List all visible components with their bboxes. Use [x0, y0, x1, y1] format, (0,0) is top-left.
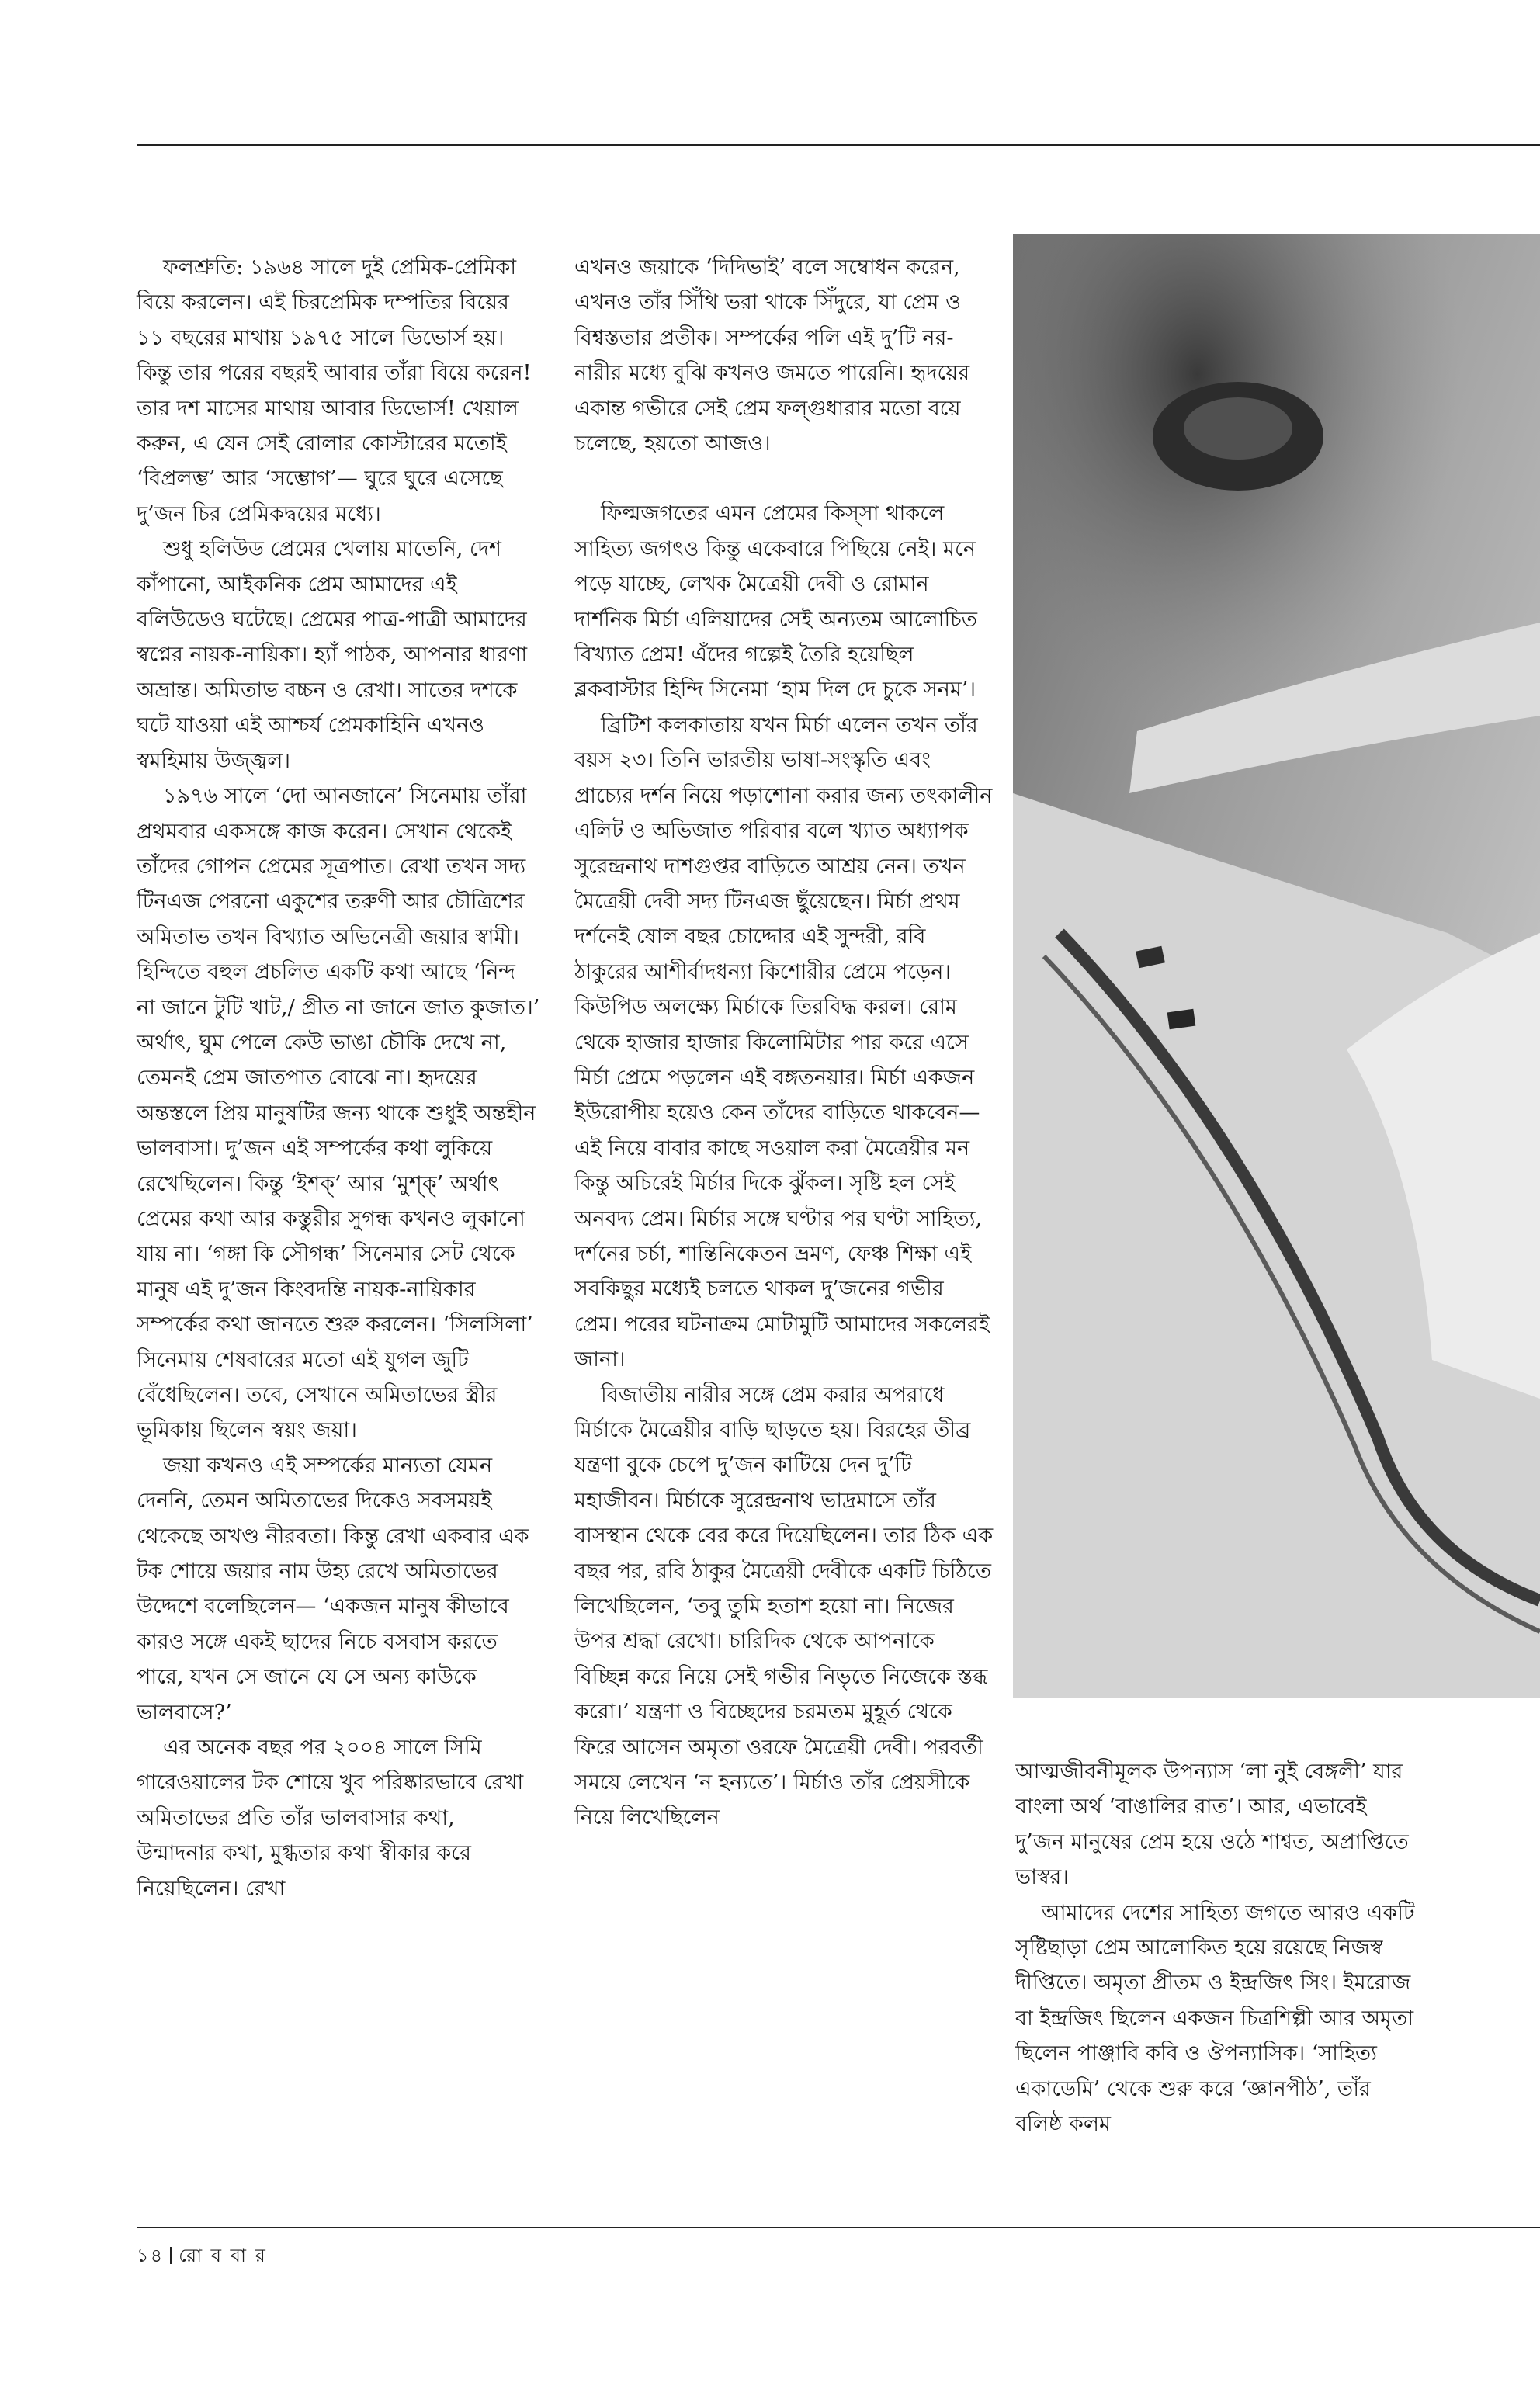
paragraph: আমাদের দেশের সাহিত্য জগতে আরও একটি সৃষ্টিছাড়া প্রেম আলোকিত হয়ে রয়েছে নিজস্ব দীপ্তিতে। অমৃতা প্রীতম ও ইন্দ্রজিৎ সিং। ইমরোজ বা ইন্দ্রজিৎ ছিলেন একজন চিত্রশিল্পী আর অমৃতা ছিলেন পাঞ্জাবি কবি ও ঔপন্যাসিক। ‘সাহিত্য একাডেমি’ থেকে শুরু করে ‘জ্ঞানপীঠ’, তাঁর বলিষ্ঠ কলম: [1015, 1900, 1415, 2137]
paragraph: ব্রিটিশ কলকাতায় যখন মির্চা এলেন তখন তাঁর বয়স ২৩। তিনি ভারতীয় ভাষা-সংস্কৃতি এবং প্রাচ্যের দর্শন নিয়ে পড়াশোনা করার জন্য তৎকালীন এলিট ও অভিজাত পরিবার বলে খ্যাত অধ্যাপক সুরেন্দ্রনাথ দাশগুপ্তর বাড়িতে আশ্রয় নেন। তখন মৈত্রেয়ী দেবী সদ্য টিনএজ ছুঁয়েছেন। মির্চা প্রথম দর্শনেই ষোল বছর চোদ্দোর এই সুন্দরী, রবি ঠাকুরের আশীর্বাদধন্যা কিশোরীর প্রেমে পড়েন। কিউপিড অলক্ষ্যে মির্চাকে তিরবিদ্ধ করল। রোম থেকে হাজার হাজার কিলোমিটার পার করে এসে মির্চা প্রেমে পড়লেন এই বঙ্গতনয়ার। মির্চা একজন ইউরোপীয় হয়েও কেন তাঁদের বাড়িতে থাকবেন— এই নিয়ে বাবার কাছে সওয়াল করা মৈত্রেয়ীর মন কিন্তু অচিরেই মির্চার দিকে ঝুঁকল। সৃষ্টি হল সেই অনবদ্য প্রেম। মির্চার সঙ্গে ঘণ্টার পর ঘণ্টা সাহিত্য, দর্শনের চর্চা, শান্তিনিকেতন ভ্রমণ, ফেঞ্চ শিক্ষা এই সবকিছুর মধ্যেই চলতে থাকল দু’জনের গভীর প্রেম। পরের ঘটনাক্রম মোটামুটি আমাদের সকলেরই জানা।: [574, 713, 993, 1372]
article-photo: [1013, 234, 1540, 1698]
paragraph: এর অনেক বছর পর ২০০৪ সালে সিমি গারেওয়ালের টক শোয়ে খুব পরিষ্কারভাবে রেখা অমিতাভের প্রতি তাঁর ভালবাসার কথা, উন্মাদনার কথা, মুগ্ধতার কথা স্বীকার করে নিয়েছিলেন। রেখা: [137, 1736, 524, 1901]
photo-illustration: [1013, 234, 1540, 1698]
paragraph: এখনও জয়াকে ‘দিদিভাই’ বলে সম্বোধন করেন, এখনও তাঁর সিঁথি ভরা থাকে সিঁদুরে, যা প্রেম ও বিশ্বস্ততার প্রতীক। সম্পর্কের পলি এই দু’টি নর-নারীর মধ্যে বুঝি কখনও জমতে পারেনি। হৃদয়ের একান্ত গভীরে সেই প্রেম ফল্গুধারার মতো বয়ে চলেছে, হয়তো আজও।: [574, 255, 970, 456]
article-column-3: [1015, 1754, 1419, 2142]
article-column-2: [574, 250, 994, 1836]
magazine-name: রো ব বা র: [179, 2245, 267, 2266]
page-number: ১৪: [137, 2245, 165, 2266]
footer-divider: [170, 2247, 172, 2264]
bottom-rule: [137, 2227, 1540, 2228]
page-footer: [137, 2242, 267, 2273]
paragraph: শুধু হলিউড প্রেমের খেলায় মাতেনি, দেশ কাঁপানো, আইকনিক প্রেম আমাদের এই বলিউডেও ঘটেছে। প্রেমের পাত্র-পাত্রী আমাদের স্বপ্নের নায়ক-নায়িকা। হ্যাঁ পাঠক, আপনার ধারণা অভ্রান্ত। অমিতাভ বচ্চন ও রেখা। সাতের দশকে ঘটে যাওয়া এই আশ্চর্য প্রেমকাহিনি এখনও স্বমহিমায় উজ্জ্বল।: [137, 537, 528, 773]
paragraph: ১৯৭৬ সালে ‘দো আনজানে’ সিনেমায় তাঁরা প্রথমবার একসঙ্গে কাজ করেন। সেখান থেকেই তাঁদের গোপন প্রেমের সূত্রপাত। রেখা তখন সদ্য টিনএজ পেরনো একুশের তরুণী আর চৌত্রিশের অমিতাভ তখন বিখ্যাত অভিনেত্রী জয়ার স্বামী। হিন্দিতে বহুল প্রচলিত একটি কথা আছে ‘নিন্দ না জানে টুটি খাট,/ প্রীত না জানে জাত কুজাত।’ অর্থাৎ, ঘুম পেলে কেউ ভাঙা চৌকি দেখে না, তেমনই প্রেম জাতপাত বোঝে না। হৃদয়ের অন্তস্তলে প্রিয় মানুষটির জন্য থাকে শুধুই অন্তহীন ভালবাসা। দু’জন এই সম্পর্কের কথা লুকিয়ে রেখেছিলেন। কিন্তু ‘ইশক্’ আর ‘মুশ্ক্’ অর্থাৎ প্রেমের কথা আর কস্তুরীর সুগন্ধ কখনও লুকানো যায় না। ‘গঙ্গা কি সৌগন্ধ’ সিনেমার সেট থেকে মানুষ এই দু’জন কিংবদন্তি নায়ক-নায়িকার সম্পর্কের কথা জানতে শুরু করলেন। ‘সিলসিলা’ সিনেমায় শেষবারের মতো এই যুগল জুটি বেঁধেছিলেন। তবে, সেখানে অমিতাভের স্ত্রীর ভূমিকায় ছিলেন স্বয়ং জয়া।: [137, 784, 540, 1443]
paragraph: আত্মজীবনীমূলক উপন্যাস ‘লা নুই বেঙ্গলী’ যার বাংলা অর্থ ‘বাঙালির রাত’। আর, এভাবেই দু’জন মানুষের প্রেম হয়ে ওঠে শাশ্বত, অপ্রাপ্তিতে ভাস্বর।: [1015, 1760, 1409, 1890]
paragraph: জয়া কখনও এই সম্পর্কের মান্যতা যেমন দেননি, তেমন অমিতাভের দিকেও সবসময়ই থেকেছে অখণ্ড নীরবতা। কিন্তু রেখা একবার এক টক শোয়ে জয়ার নাম উহ্য রেখে অমিতাভের উদ্দেশে বলেছিলেন— ‘একজন মানুষ কীভাবে কারও সঙ্গে একই ছাদের নিচে বসবাস করতে পারে, যখন সে জানে যে সে অন্য কাউকে ভালবাসে?’: [137, 1453, 529, 1725]
article-column-1: [137, 250, 540, 1906]
paragraph: ফলশ্রুতি: ১৯৬৪ সালে দুই প্রেমিক-প্রেমিকা বিয়ে করলেন। এই চিরপ্রেমিক দম্পতির বিয়ের ১১ বছরের মাথায় ১৯৭৫ সালে ডিভোর্স হয়। কিন্তু তার পরের বছরই আবার তাঁরা বিয়ে করেন! তার দশ মাসের মাথায় আবার ডিভোর্স! খেয়াল করুন, এ যেন সেই রোলার কোস্টারের মতোই ‘বিপ্রলম্ভ’ আর ‘সম্ভোগ’— ঘুরে ঘুরে এসেছে দু’জন চির প্রেমিকদ্বয়ের মধ্যে।: [137, 255, 532, 526]
paragraph: ফিল্মজগতের এমন প্রেমের কিস্‌সা থাকলে সাহিত্য জগৎও কিন্তু একেবারে পিছিয়ে নেই। মনে পড়ে যাচ্ছে, লেখক মৈত্রেয়ী দেবী ও রোমান দার্শনিক মির্চা এলিয়াদের সেই অন্যতম আলোচিত বিখ্যাত প্রেম! এঁদের গল্পেই তৈরি হয়েছিল ব্লকবাস্টার হিন্দি সিনেমা ‘হাম দিল দে চুকে সনম’।: [574, 501, 978, 702]
paragraph: বিজাতীয় নারীর সঙ্গে প্রেম করার অপরাধে মির্চাকে মৈত্রেয়ীর বাড়ি ছাড়তে হয়। বিরহের তীব্র যন্ত্রণা বুকে চেপে দু’জন কাটিয়ে দেন দু’টি মহাজীবন। মির্চাকে সুরেন্দ্রনাথ ভাদ্রমাসে তাঁর বাসস্থান থেকে বের করে দিয়েছিলেন। তার ঠিক এক বছর পর, রবি ঠাকুর মৈত্রেয়ী দেবীকে একটি চিঠিতে লিখেছিলেন, ‘তবু তুমি হতাশ হয়ো না। নিজের উপর শ্রদ্ধা রেখো। চারিদিক থেকে আপনাকে বিচ্ছিন্ন করে নিয়ে সেই গভীর নিভৃতে নিজেকে স্তব্ধ করো।’ যন্ত্রণা ও বিচ্ছেদের চরমতম মুহূর্ত থেকে ফিরে আসেন অমৃতা ওরফে মৈত্রেয়ী দেবী। পরবর্তী সময়ে লেখেন ‘ন হন্যতে’। মির্চাও তাঁর প্রেয়সীকে নিয়ে লিখেছিলেন: [574, 1382, 994, 1830]
top-rule: [137, 144, 1540, 146]
